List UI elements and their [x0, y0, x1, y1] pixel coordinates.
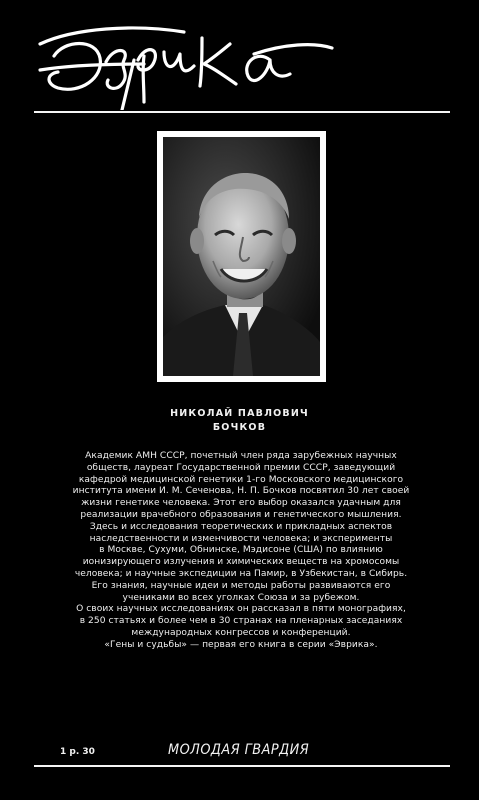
- publisher-name: МОЛОДАЯ ГВАРДИЯ: [168, 742, 310, 758]
- bio-line: в 250 статьях и более чем в 30 странах на пленарных заседаниях: [79, 616, 403, 627]
- author-bio: [40, 451, 442, 652]
- bio-line: наследственности и изменчивости человека; и эксперименты: [89, 533, 393, 544]
- author-name: [0, 407, 479, 435]
- bio-line: человека; и научные экспедиции на Памир, в Узбекистан, в Сибирь.: [74, 568, 408, 579]
- price-label: 1 р. 30: [60, 747, 95, 757]
- bio-line: института имени И. М. Сеченова, Н. П. Бочков посвятил 30 лет своей: [72, 486, 410, 497]
- author-photo-frame: [157, 131, 326, 382]
- bio-line: Его знания, научные идеи и методы работы развиваются его: [91, 580, 391, 591]
- series-logo: [34, 14, 334, 110]
- bio-line: кафедрой медицинской генетики 1-го Московского медицинского: [78, 474, 404, 485]
- bottom-rule: [34, 765, 450, 767]
- author-surname: БОЧКОВ: [212, 422, 267, 433]
- bio-line: Здесь и исследования теоретических и прикладных аспектов: [89, 521, 393, 532]
- bio-line: ионизирующего излучения и химических веществ на хромосомы: [82, 557, 400, 568]
- bio-line: «Гены и судьбы» — первая его книга в серии «Эврика».: [104, 639, 378, 650]
- bio-line: реализации врачебного образования и генетического мышления.: [80, 509, 402, 520]
- top-rule: [34, 111, 450, 113]
- bio-line: в Москве, Сухуми, Обнинске, Мэдисоне (США) по влиянию: [99, 545, 383, 556]
- bio-line: О своих научных исследованиях он рассказал в пяти монографиях,: [76, 604, 406, 615]
- author-portrait: [163, 137, 320, 376]
- bio-line: учениками во всех уголках Союза и за рубежом.: [122, 592, 360, 603]
- author-first-names: НИКОЛАЙ ПАВЛОВИЧ: [170, 408, 309, 419]
- bio-line: обществ, лауреат Государственной премии СССР, заведующий: [86, 462, 396, 473]
- author-photo: [163, 137, 320, 376]
- bio-line: Академик АМН СССР, почетный член ряда зарубежных научных: [85, 451, 397, 461]
- bio-line: международных конгрессов и конференций.: [131, 627, 351, 638]
- bio-line: жизни генетике человека. Этот его выбор оказался удачным для: [81, 498, 401, 509]
